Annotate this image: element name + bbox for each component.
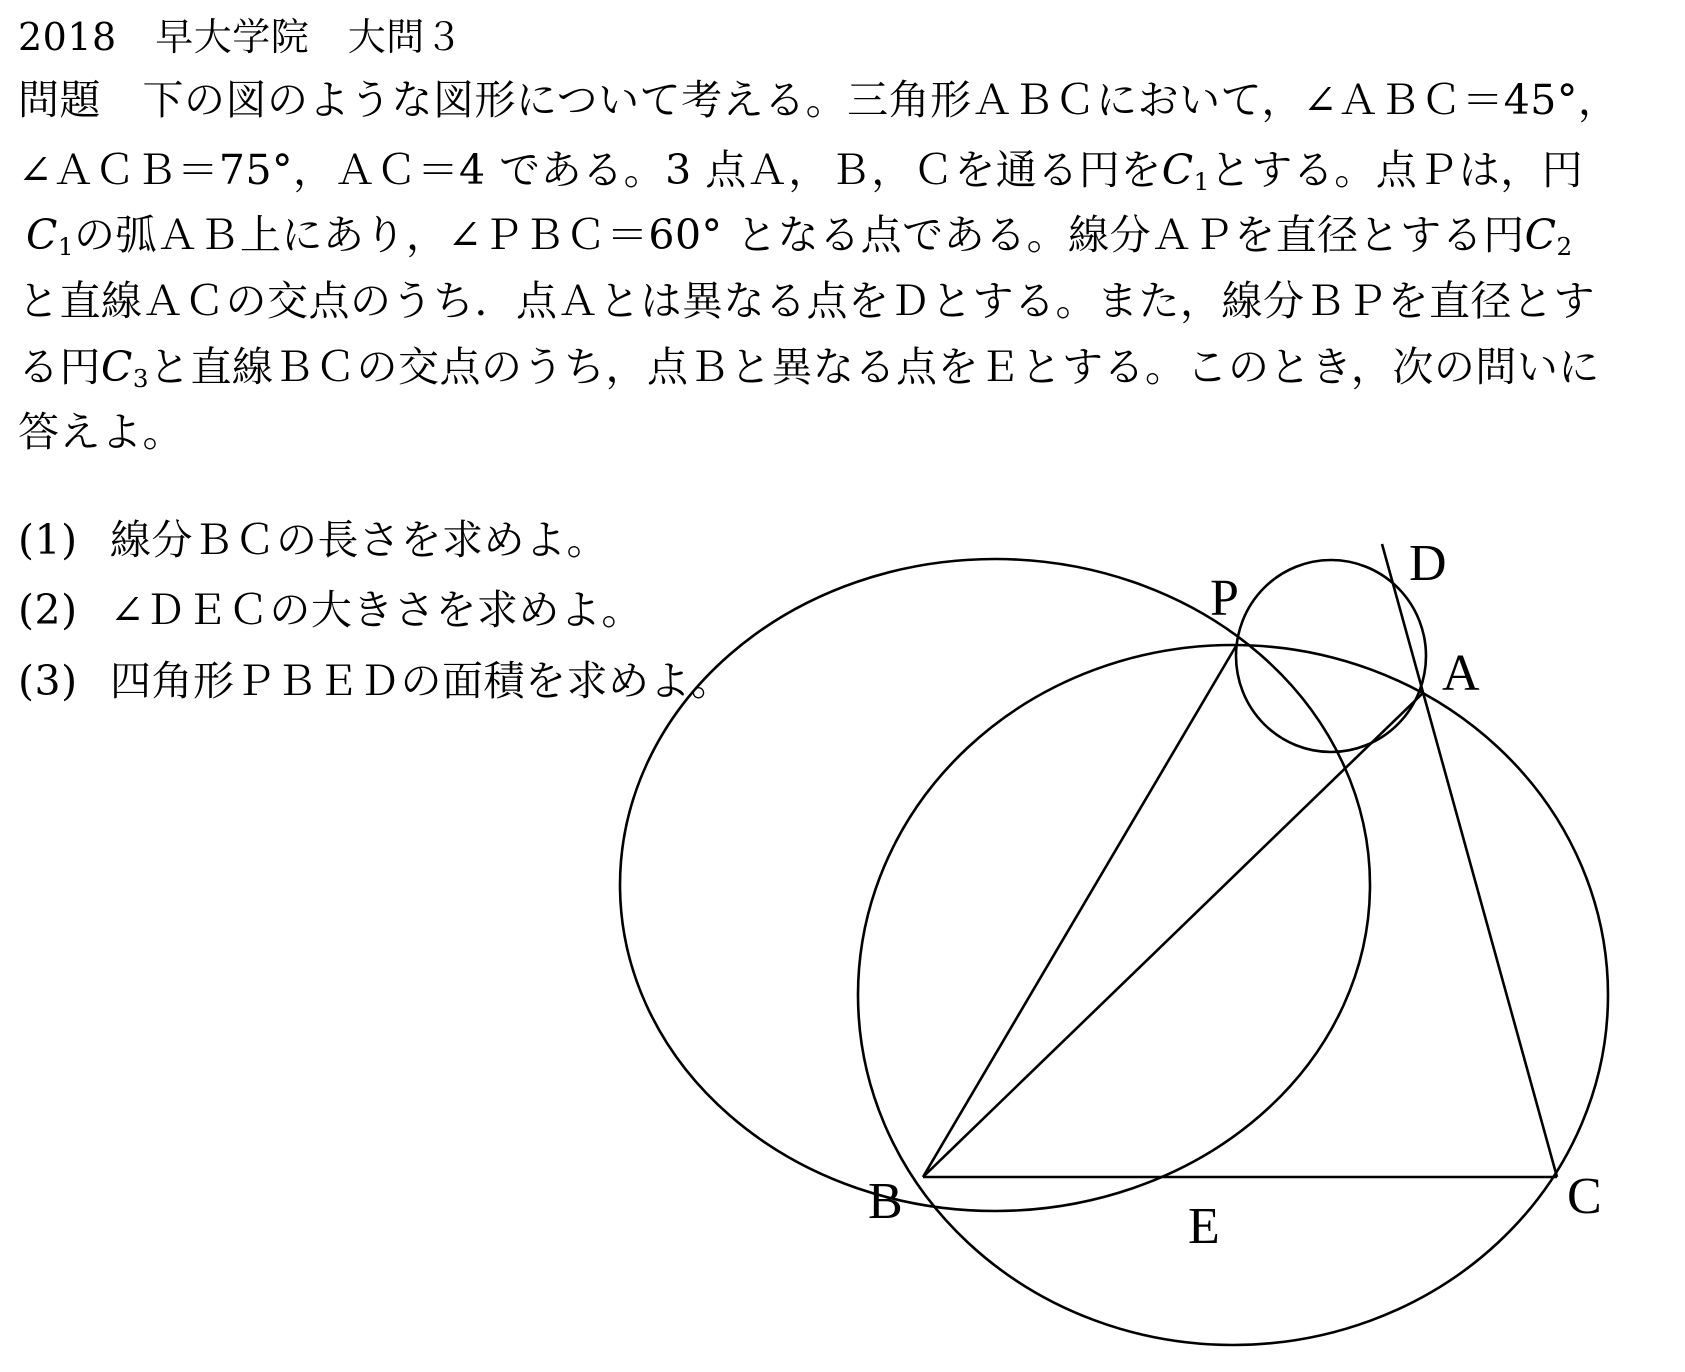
problem-line-2: ∠ＡＣＢ＝75°，ＡＣ＝4 である。3 点Ａ，Ｂ，Ｃを通る円を$C_1$とする。点Ｐは，円 — [18, 146, 1584, 197]
label-d: D — [1409, 535, 1447, 592]
circle-c3-symbol: C — [101, 343, 133, 391]
circle-c3 — [620, 559, 1370, 1211]
problem-line-6: 答えよ。 — [18, 408, 184, 456]
segment-ba — [923, 692, 1424, 1177]
question-2: (2) ∠ＤＥＣの大きさを求めよ。 — [18, 586, 643, 634]
circle-c2-symbol: C — [1524, 211, 1557, 259]
line-ac-through-d — [1382, 544, 1557, 1177]
label-b: B — [868, 1173, 903, 1230]
circle-c1 — [858, 645, 1608, 1345]
segment-bp — [923, 646, 1236, 1177]
problem-line-4: と直線ＡＣの交点のうち．点Ａとは異なる点をＤとする。また，線分ＢＰを直径とす — [18, 277, 1595, 325]
circle-c1-symbol: C — [26, 211, 58, 259]
label-e: E — [1188, 1198, 1220, 1255]
label-c: C — [1567, 1168, 1602, 1225]
problem-header: 2018 早大学院 大問３ — [18, 15, 464, 59]
problem-line-1: 問題 下の図のような図形について考える。三角形ＡＢＣにおいて，∠ＡＢＣ＝45°， — [18, 76, 1620, 124]
problem-line-5: る円$C_3$と直線ＢＣの交点のうち，点Ｂと異なる点をＥとする。このとき，次の問いに — [18, 343, 1600, 394]
question-1: (1) 線分ＢＣの長さを求めよ。 — [18, 516, 608, 564]
problem-line-3: $C_1$の弧ＡＢ上にあり，∠ＰＢＣ＝60° となる点である。線分ＡＰを直径とする円$C_2$ — [26, 211, 1573, 262]
label-a: A — [1442, 645, 1480, 702]
circle-c1-symbol: C — [1161, 146, 1194, 194]
label-p: P — [1210, 570, 1239, 627]
question-3: (3) 四角形ＰＢＥＤの面積を求めよ。 — [18, 657, 733, 705]
